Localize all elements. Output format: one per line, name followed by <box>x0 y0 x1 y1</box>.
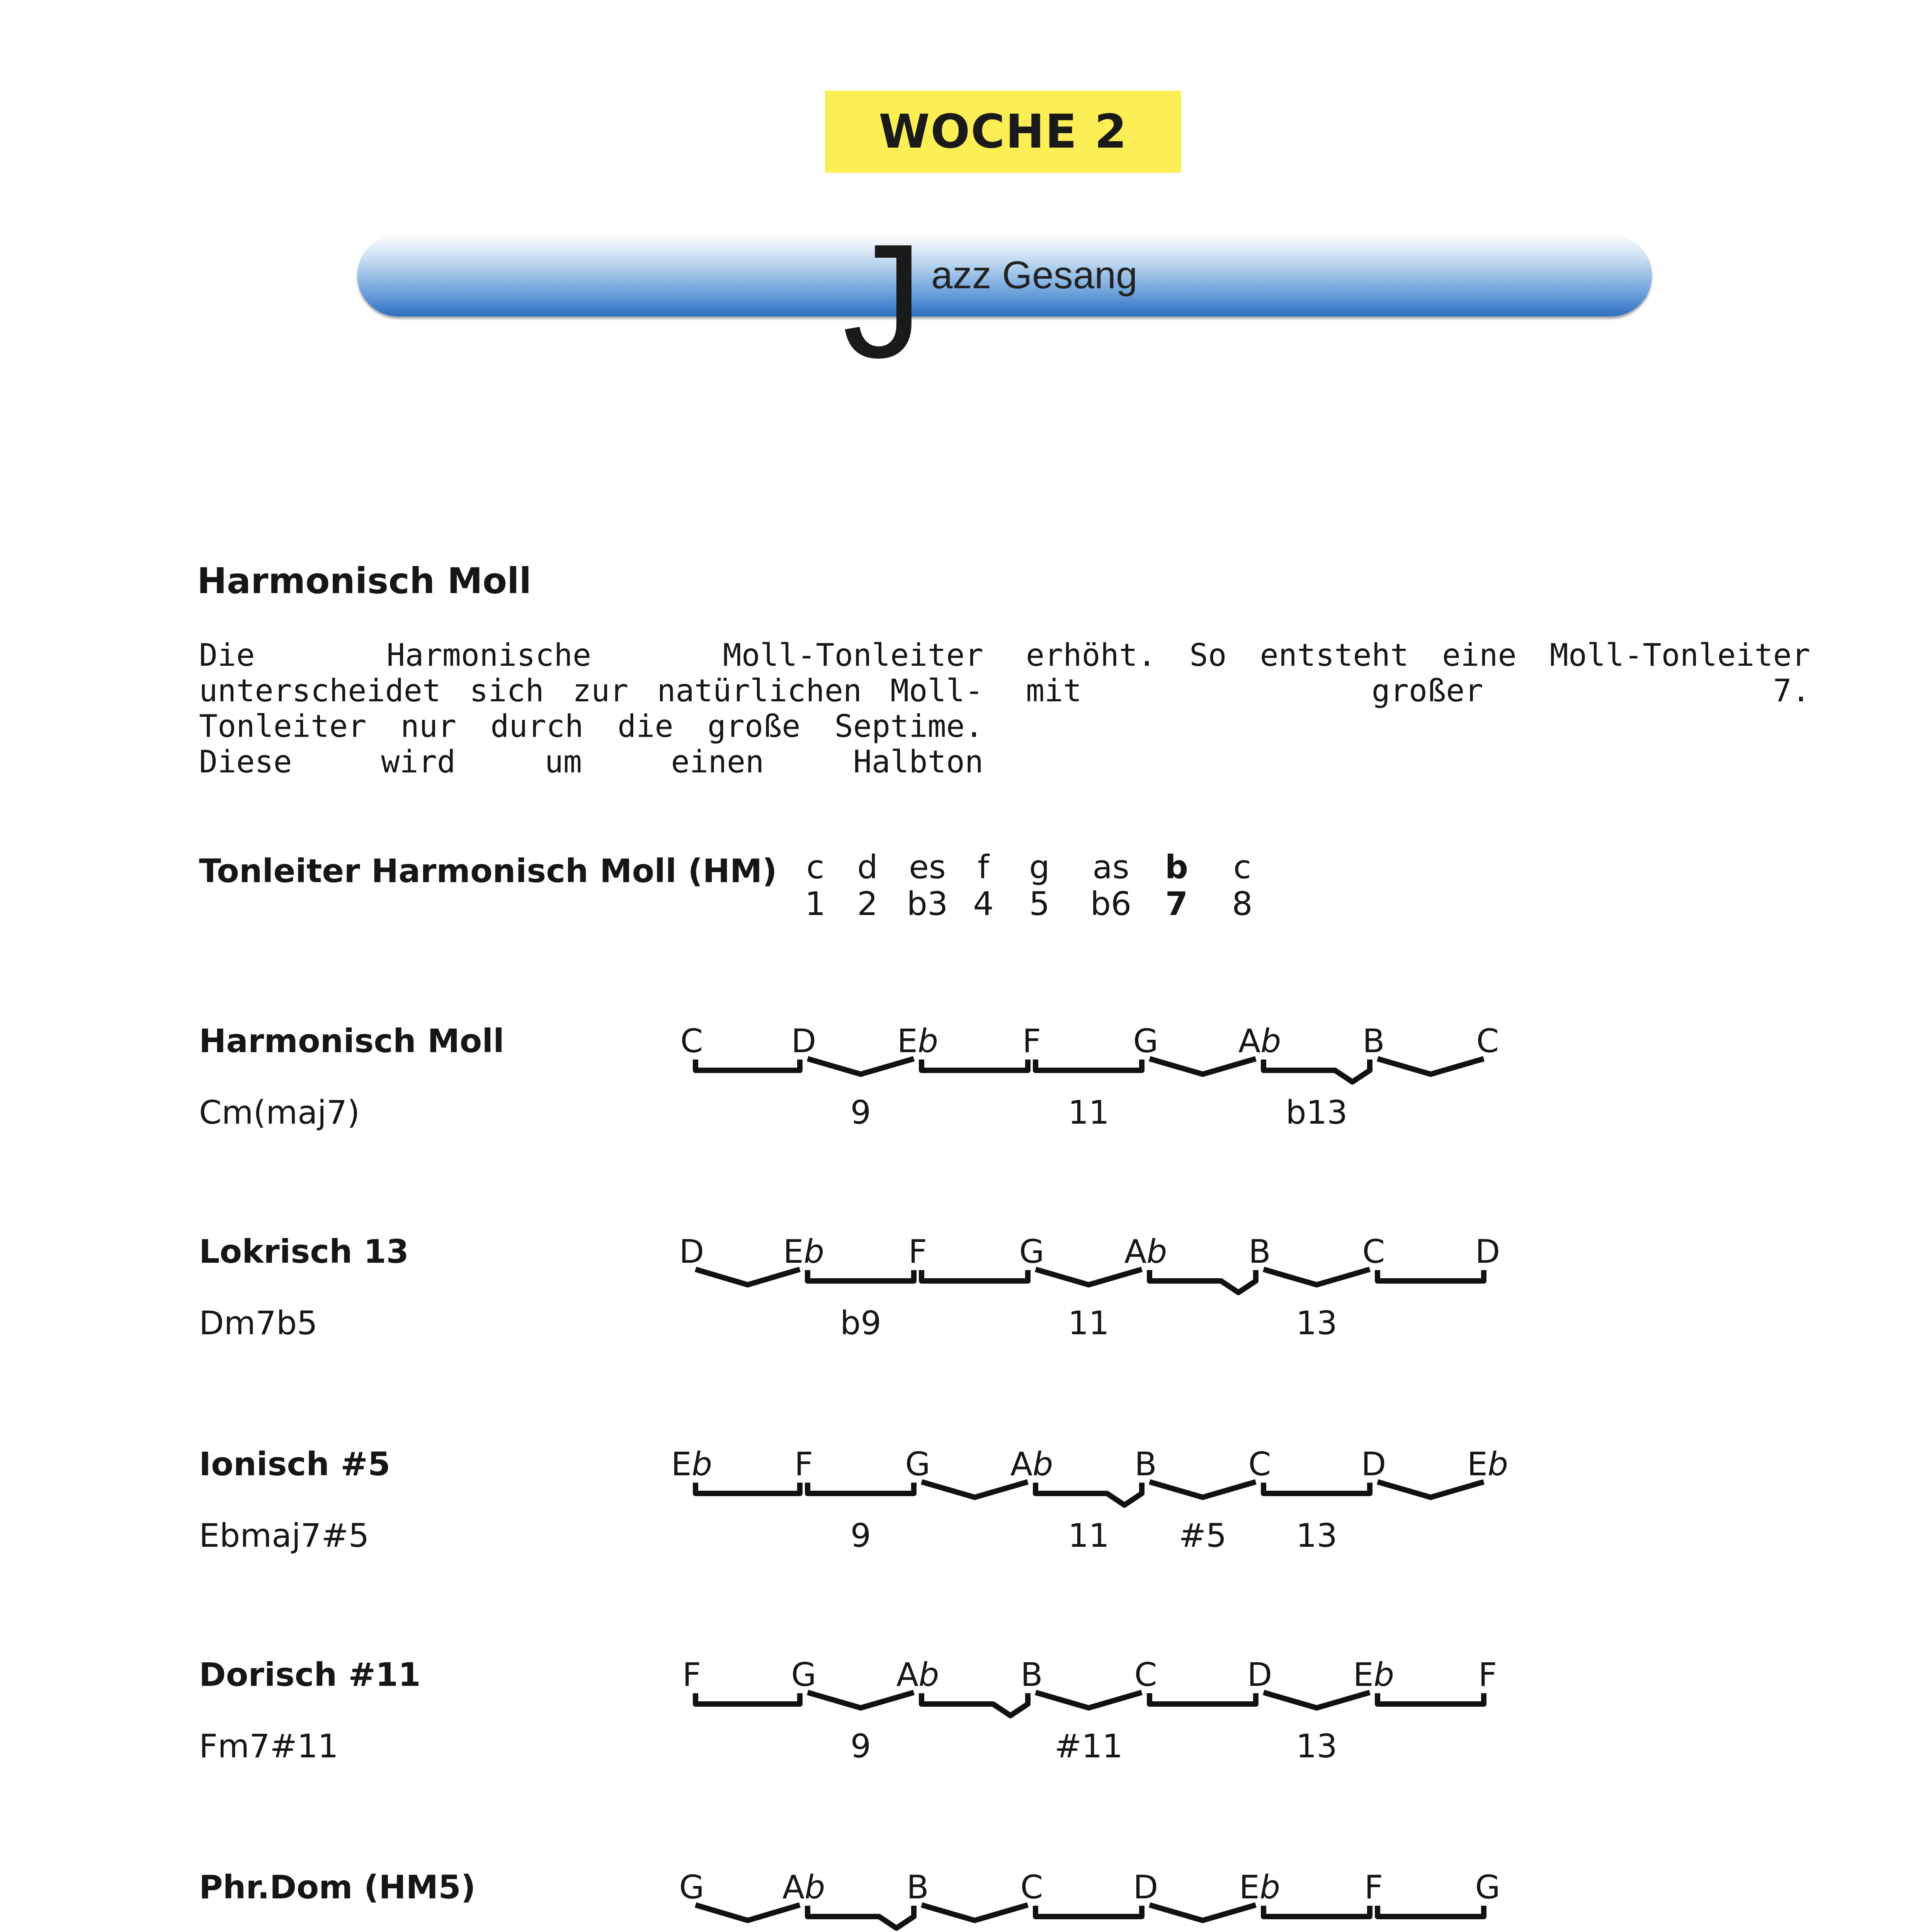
mode-note: C <box>680 1022 703 1060</box>
mode-note: F <box>682 1656 701 1694</box>
mode-interval: 9 <box>850 1094 871 1131</box>
step-mark <box>1264 1483 1370 1493</box>
scale-note: g <box>1029 848 1050 886</box>
intro-paragraph-left: Die Harmonische Moll-Tonleiter unterscheidet sich zur natürlichen Moll-Tonleiter nur durch die große Septime. Diese wird um einen Halbton <box>199 637 983 780</box>
mode-note: Eb <box>1467 1445 1509 1483</box>
step-mark <box>696 1483 800 1493</box>
mode-chord: Dm7b5 <box>199 1304 318 1342</box>
mode-note: C <box>1248 1445 1271 1483</box>
step-mark <box>696 1269 800 1285</box>
mode-note: Eb <box>671 1445 713 1483</box>
step-mark <box>1378 1482 1484 1497</box>
mode-interval: 13 <box>1296 1727 1337 1765</box>
step-mark <box>922 1905 1028 1920</box>
banner-initial: J <box>842 211 923 392</box>
mode-note: G <box>1475 1868 1500 1906</box>
mode-note: D <box>679 1233 704 1270</box>
mode-chord: Ebmaj7#5 <box>199 1517 369 1554</box>
scale-label: Tonleiter Harmonisch Moll (HM) <box>199 852 777 890</box>
mode-name: Harmonisch Moll <box>199 1022 504 1060</box>
section-title: Harmonisch Moll <box>197 560 532 602</box>
step-mark <box>1264 1692 1370 1708</box>
step-mark <box>1264 1060 1370 1082</box>
scale-note: d <box>857 848 878 886</box>
mode-note: G <box>1133 1022 1158 1060</box>
step-mark <box>808 1906 914 1928</box>
step-mark <box>922 1482 1028 1497</box>
step-mark <box>808 1270 914 1281</box>
step-mark <box>696 1905 800 1920</box>
scale-degree: 5 <box>1029 885 1050 923</box>
step-mark <box>1036 1692 1142 1708</box>
mode-name: Ionisch #5 <box>199 1445 391 1483</box>
mode-name: Dorisch #11 <box>199 1656 421 1694</box>
mode-note: G <box>679 1868 704 1906</box>
step-mark <box>1378 1906 1484 1917</box>
scale-note: as <box>1092 848 1129 886</box>
scale-degree: 1 <box>805 885 826 923</box>
mode-interval: 9 <box>850 1517 871 1554</box>
step-mark <box>1150 1270 1256 1293</box>
step-mark <box>808 1059 914 1074</box>
mode-note: B <box>906 1868 929 1906</box>
mode-note: D <box>1475 1233 1500 1270</box>
scale-note: es <box>909 848 946 886</box>
step-mark <box>1264 1906 1370 1917</box>
mode-note: G <box>905 1445 930 1483</box>
mode-note: Ab <box>1124 1233 1167 1270</box>
step-mark <box>922 1270 1028 1281</box>
mode-interval: #11 <box>1054 1727 1123 1765</box>
step-mark <box>1378 1693 1484 1704</box>
mode-interval: 9 <box>850 1727 871 1765</box>
scale-degree: 7 <box>1165 885 1188 923</box>
mode-note: D <box>1247 1656 1272 1694</box>
mode-note: D <box>791 1022 816 1060</box>
mode-note: B <box>1248 1233 1271 1270</box>
step-mark <box>696 1060 800 1070</box>
scale-degree: b6 <box>1090 885 1132 923</box>
mode-note: D <box>1361 1445 1386 1483</box>
scale-degree: 2 <box>857 885 878 923</box>
scale-note: f <box>978 848 989 886</box>
mode-note: C <box>1134 1656 1157 1694</box>
step-mark <box>1036 1906 1142 1917</box>
mode-interval: b13 <box>1286 1094 1348 1131</box>
step-mark <box>808 1483 914 1493</box>
mode-note: D <box>1133 1868 1158 1906</box>
scale-note: c <box>1233 848 1252 886</box>
mode-note: C <box>1020 1868 1043 1906</box>
mode-note: B <box>1020 1656 1043 1694</box>
step-mark <box>1264 1269 1370 1285</box>
step-mark <box>1036 1060 1142 1070</box>
step-mark <box>922 1693 1028 1716</box>
mode-note: Eb <box>897 1022 939 1060</box>
step-mark <box>1150 1905 1256 1920</box>
step-mark <box>696 1693 800 1704</box>
step-mark <box>922 1060 1028 1070</box>
scale-degree: 4 <box>973 885 994 923</box>
mode-note: F <box>1022 1022 1041 1060</box>
mode-note: Ab <box>1238 1022 1281 1060</box>
mode-note: Ab <box>782 1868 825 1906</box>
scale-note: b <box>1165 848 1189 886</box>
step-mark <box>1150 1693 1256 1704</box>
mode-note: C <box>1362 1233 1385 1270</box>
mode-interval: 11 <box>1068 1094 1109 1131</box>
mode-note: Eb <box>1239 1868 1281 1906</box>
mode-note: Eb <box>783 1233 825 1270</box>
mode-note: Ab <box>1010 1445 1053 1483</box>
mode-note: F <box>794 1445 813 1483</box>
step-mark <box>1378 1059 1484 1074</box>
week-badge: WOCHE 2 <box>825 91 1181 173</box>
step-mark <box>1150 1059 1256 1074</box>
mode-note: F <box>1364 1868 1383 1906</box>
mode-interval: 13 <box>1296 1517 1337 1554</box>
step-mark <box>1378 1270 1484 1281</box>
intro-paragraph-right: erhöht. So entsteht eine Moll-Tonleiter mit großer 7. <box>1026 637 1810 709</box>
step-mark <box>1150 1482 1256 1497</box>
mode-note: G <box>1019 1233 1044 1270</box>
mode-note: F <box>1478 1656 1497 1694</box>
mode-interval: b9 <box>840 1304 881 1342</box>
mode-name: Phr.Dom (HM5) <box>199 1868 476 1906</box>
mode-note: B <box>1362 1022 1385 1060</box>
scale-degree: 8 <box>1232 885 1253 923</box>
step-mark <box>808 1692 914 1708</box>
mode-name: Lokrisch 13 <box>199 1233 409 1270</box>
mode-interval: 11 <box>1068 1517 1109 1554</box>
mode-note: C <box>1476 1022 1499 1060</box>
mode-note: Eb <box>1353 1656 1395 1694</box>
scale-degree: b3 <box>906 885 948 923</box>
mode-chord: Fm7#11 <box>199 1727 338 1765</box>
mode-interval: #5 <box>1179 1517 1227 1554</box>
mode-note: G <box>791 1656 816 1694</box>
mode-note: B <box>1134 1445 1157 1483</box>
mode-note: F <box>908 1233 927 1270</box>
mode-chord: Cm(maj7) <box>199 1094 360 1131</box>
scale-note: c <box>806 848 825 886</box>
banner-title: azz Gesang <box>931 253 1138 297</box>
mode-interval: 13 <box>1296 1304 1337 1342</box>
step-mark <box>1036 1269 1142 1285</box>
step-mark <box>1036 1483 1142 1505</box>
mode-note: Ab <box>896 1656 939 1694</box>
mode-interval: 11 <box>1068 1304 1109 1342</box>
